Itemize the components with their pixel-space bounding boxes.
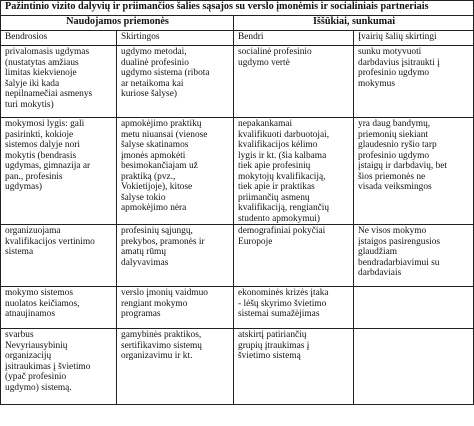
table-cell: mokymo sistemos nuolatos keičiamos, atnaujinamos: [1, 287, 117, 329]
table-cell: ekonominės krizės įtaka - lėšų skyrimo švietimo sistemai sumažėjimas: [234, 287, 354, 329]
table-cell: privalomasis ugdymas (nustatytas amžiaus limitas kiekvienoje šalyje iki kada nepilnamečiai asmenys turi mokytis): [1, 46, 117, 118]
table-cell: mokymosi lygis: gali pasirinkti, kokioje sistemos dalyje nori mokytis (bendrasis ugdymas, gimnazija ar pan., profesinis ugdymas): [1, 118, 117, 225]
table-cell: organizuojama kvalifikacijos vertinimo sistema: [1, 225, 117, 287]
table-cell: verslo įmonių vaidmuo rengiant mokymo programas: [117, 287, 234, 329]
table-cell: yra daug bandymų, priemonių siekiant glaudesnio ryšio tarp profesinio ugdymo įstaigų ir darbdavių, bet šios priemonės ne visada veiksmingos: [354, 118, 474, 225]
table-title: Pažintinio vizito dalyvių ir priimančios šalies sąsajos su verslo įmonėmis ir socialiniais partneriais: [1, 1, 474, 16]
table-cell: [354, 287, 474, 329]
table-cell: Ne visos mokymo įstaigos pasirengusios glaudžiam bendradarbiavimui su darbdaviais: [354, 225, 474, 287]
table-cell: apmokėjimo praktikų metu niuansai (vienose šalyse skatinamos įmonės apmokėti besimokančiajam už praktiką (pvz., Vokietijoje), kitose šalyse tokio apmokėjimo nėra: [117, 118, 234, 225]
table-cell: [354, 329, 474, 405]
table-cell: svarbus Nevyriausybinių organizacijų įsitraukimas į švietimo (ypač profesinio ugdymo) sistemą.: [1, 329, 117, 405]
table-row: [1, 287, 474, 329]
table-cell: profesinių sąjungų, prekybos, pramonės ir amatų rūmų dalyvavimas: [117, 225, 234, 287]
column-header-different: Skirtingos: [117, 31, 234, 46]
table-cell: gamybinės praktikos, sertifikavimo sistemų organizavimu ir kt.: [117, 329, 234, 405]
table-row: [1, 329, 474, 405]
table-cell: demografiniai pokyčiai Europoje: [234, 225, 354, 287]
column-header-row: [1, 31, 474, 46]
table-cell: ugdymo metodai, dualinė profesinio ugdymo sistema (ribota ar netaikoma kai kuriose šalyse): [117, 46, 234, 118]
group-header-challenges: Iššūkiai, sunkumai: [234, 16, 474, 31]
group-header-tools: Naudojamos priemonės: [1, 16, 234, 31]
table-row: [1, 118, 474, 225]
table-cell: nepakankamai kvalifikuoti darbuotojai, kvalifikacijos kėlimo lygis ir kt. (šia kalbama tiek apie profesinių mokytojų kvalifikaciją, tiek apie ir praktikas priimančių asmenų kvalifikaciją, rengiančių studento apmokymui): [234, 118, 354, 225]
table-cell: sunku motyvuoti darbdavius įsitraukti į profesinio ugdymo mokymus: [354, 46, 474, 118]
column-header-country-specific: Įvairių šalių skirtingi: [354, 31, 474, 46]
column-header-general: Bendrosios: [1, 31, 117, 46]
table-cell: socialinė profesinio ugdymo vertė: [234, 46, 354, 118]
table-row: [1, 225, 474, 287]
group-header-row: [1, 16, 474, 31]
table-cell: atskirtį patiriančių grupių įtraukimas į švietimo sistemą: [234, 329, 354, 405]
title-row: [1, 1, 474, 16]
table-row: [1, 46, 474, 118]
column-header-common: Bendri: [234, 31, 354, 46]
